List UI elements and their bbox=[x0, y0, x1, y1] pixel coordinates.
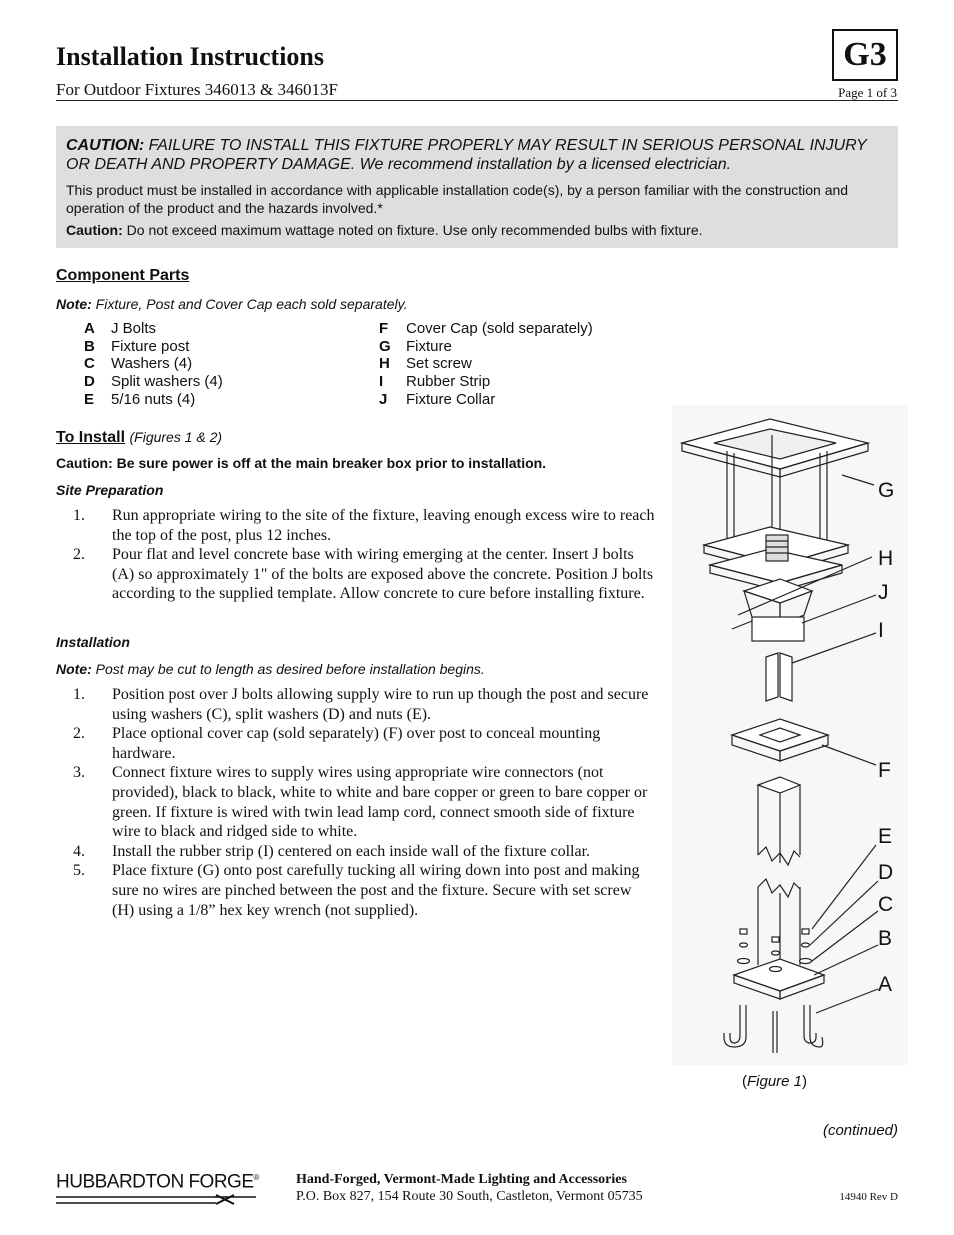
document-number: 14940 Rev D bbox=[839, 1191, 898, 1203]
hubbardton-forge-logo bbox=[56, 1168, 259, 1210]
registered-mark: ® bbox=[253, 1173, 259, 1182]
list-item: G Fixture bbox=[379, 337, 452, 355]
logo-swoosh-icon bbox=[56, 1193, 256, 1205]
exploded-fixture-diagram bbox=[672, 405, 908, 1065]
site-preparation-heading: Site Preparation bbox=[56, 482, 164, 498]
list-item: 1. Run appropriate wiring to the site of the fixture, leaving enough excess wire to reach the top of the post, plus 12 inches. bbox=[73, 507, 655, 544]
list-item: D Split washers (4) bbox=[84, 373, 223, 391]
wattage-caution bbox=[66, 221, 886, 239]
continued-note: (continued) bbox=[822, 1122, 898, 1139]
wattage-caution-text: Do not exceed maximum wattage noted on fixture. Use only recommended bulbs with fixture. bbox=[126, 222, 703, 238]
page-subtitle: For Outdoor Fixtures 346013 & 346013F bbox=[56, 80, 338, 99]
figures-reference: (Figures 1 & 2) bbox=[129, 429, 223, 445]
figure-label-j: J bbox=[878, 581, 889, 604]
figure-caption: (Figure 1) bbox=[742, 1073, 808, 1090]
figure-label-c: C bbox=[878, 893, 894, 916]
installation-note-text: Post may be cut to length as desired before installation begins. bbox=[95, 661, 485, 677]
to-install-heading-row bbox=[56, 429, 222, 447]
section-badge: G3 bbox=[832, 29, 898, 81]
list-item: E 5/16 nuts (4) bbox=[84, 390, 196, 408]
figure-caption-text: Figure 1 bbox=[747, 1073, 803, 1090]
page-number: Page 1 of 3 bbox=[838, 85, 897, 100]
installation-note-label: Note: bbox=[56, 661, 92, 677]
list-item: 5. Place fixture (G) onto post carefully tucking all wiring down into post and making sure no wires are pinched between the post and the fixture. Secure with set screw (H) using a 1/8” hex key wrench (not supplied). bbox=[73, 862, 640, 919]
figure-label-h: H bbox=[878, 547, 894, 570]
footer-tagline: Hand-Forged, Vermont-Made Lighting and Accessories bbox=[296, 1172, 627, 1187]
figure-label-d: D bbox=[878, 861, 894, 884]
header-rule bbox=[56, 100, 898, 101]
list-item: 1. Position post over J bolts allowing supply wire to run up though the post and secure using washers (C), split washers (D) and nuts (E). bbox=[73, 686, 649, 723]
list-item: A J Bolts bbox=[84, 320, 157, 337]
parts-list-right bbox=[379, 320, 593, 409]
parts-list-left bbox=[84, 320, 223, 409]
figure-label-i: I bbox=[878, 619, 884, 642]
list-item: 2. Place optional cover cap (sold separately) (F) over post to conceal mounting hardware. bbox=[73, 725, 601, 762]
component-note-label: Note: bbox=[56, 296, 92, 312]
site-steps-list bbox=[56, 506, 656, 604]
component-note bbox=[56, 296, 407, 312]
list-item: H Set screw bbox=[379, 355, 472, 373]
list-item: F Cover Cap (sold separately) bbox=[379, 320, 593, 337]
list-item: 4. Install the rubber strip (I) centered on each inside wall of the fixture collar. bbox=[73, 842, 591, 860]
logo-text: HUBBARDTON FORGE bbox=[56, 1171, 254, 1193]
list-item: J Fixture Collar bbox=[379, 390, 496, 408]
component-parts-heading: Component Parts bbox=[56, 267, 190, 284]
wattage-caution-label: Caution: bbox=[66, 222, 123, 238]
installation-steps-list bbox=[56, 685, 656, 920]
figure-label-a: A bbox=[878, 973, 893, 996]
footer-address: P.O. Box 827, 154 Route 30 South, Castleton, Vermont 05735 bbox=[296, 1189, 643, 1204]
caution-label: CAUTION: bbox=[66, 137, 145, 154]
list-item: B Fixture post bbox=[84, 337, 190, 355]
caution-paragraph: This product must be installed in accordance with applicable installation code(s), by a person familiar with the construction and operation of the product and the hazards involved.* bbox=[66, 182, 849, 216]
list-item: 3. Connect fixture wires to supply wires using appropriate wire connectors (not provided), black to black, white to white and bare copper or green to bare copper or green. If fixture is wired with twin lead lamp cord, connect smooth side of fixture wire to black and ridged side to white. bbox=[73, 764, 648, 841]
figure-label-e: E bbox=[878, 825, 893, 848]
caution-warning bbox=[66, 136, 886, 174]
component-note-text: Fixture, Post and Cover Cap each sold separately. bbox=[95, 296, 408, 312]
to-install-heading: To Install bbox=[56, 429, 126, 446]
figure-label-f: F bbox=[878, 759, 891, 782]
list-item: I Rubber Strip bbox=[379, 373, 491, 391]
list-item: 2. Pour flat and level concrete base with wiring emerging at the center. Insert J bolts (A) so approximately 1" of the bolts are exposed above the concrete. Position J bolts according to the supplied template. Allow concrete to cure before installing fixture. bbox=[73, 546, 654, 603]
page-title: Installation Instructions bbox=[56, 42, 324, 71]
installation-heading: Installation bbox=[56, 634, 130, 650]
installation-note bbox=[56, 661, 485, 677]
list-item: C Washers (4) bbox=[84, 355, 193, 373]
figure-label-b: B bbox=[878, 927, 893, 950]
power-caution: Caution: Be sure power is off at the main breaker box prior to installation. bbox=[56, 455, 547, 471]
caution-text: FAILURE TO INSTALL THIS FIXTURE PROPERLY MAY RESULT IN SERIOUS PERSONAL INJURY OR DEATH AND PROPERTY DAMAGE. We recommend installation by a licensed electrician. bbox=[66, 137, 867, 173]
figure-label-g: G bbox=[878, 479, 895, 502]
